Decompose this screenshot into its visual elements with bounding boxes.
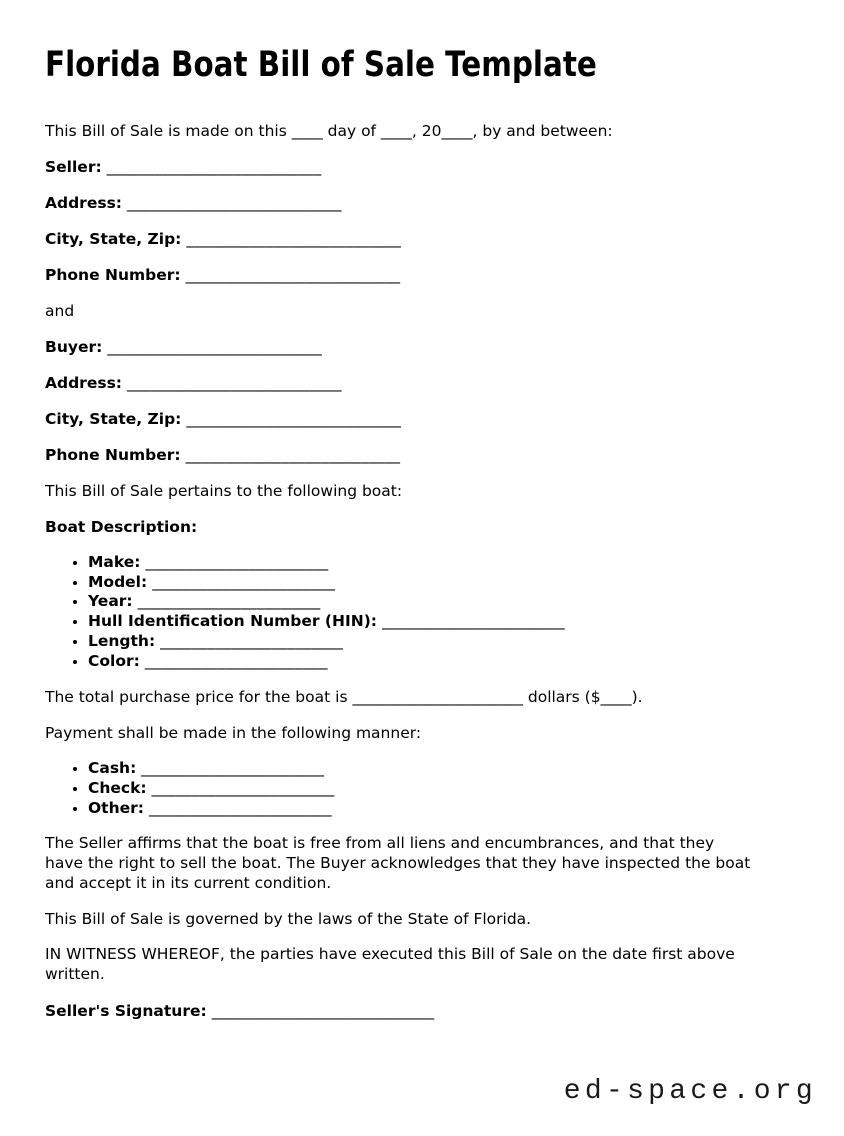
city-state-zip-label: City, State, Zip: [45,230,182,248]
seller-name-blank: ___________________________ [106,158,322,176]
cash-blank: _______________________ [141,759,325,778]
phone-number-label: Phone Number: [45,266,181,284]
buyer-phone-blank: ___________________________ [185,446,401,464]
address-label: Address: [45,374,122,392]
make-blank: _______________________ [145,553,329,571]
seller-address-blank: ___________________________ [127,194,342,212]
hin-blank: _______________________ [381,612,565,631]
hin-label: Hull Identification Number (HIN): [88,612,377,631]
length-label: Length: [88,631,156,650]
page-title: Florida Boat Bill of Sale Template [45,45,597,85]
and-conjunction: and [45,302,75,320]
signature-blank: ____________________________ [211,1001,435,1020]
boat-make-item [88,553,799,573]
witness-paragraph [45,945,799,984]
seller-phone-field [45,265,799,285]
boat-hin-item [88,612,799,632]
year-blank: _______________________ [137,592,321,611]
model-label: Model: [88,572,148,591]
payment-other-item [88,799,799,819]
city-state-zip-label: City, State, Zip: [45,410,182,428]
seller-city-state-zip-field [45,229,799,249]
color-blank: _______________________ [144,651,328,670]
paragraph-line: IN WITNESS WHEREOF, the parties have executed this Bill of Sale on the date first above [45,945,735,964]
seller-phone-blank: ___________________________ [185,266,401,284]
watermark-text: ed-space.org [563,1076,817,1107]
sellers-signature-label: Seller's Signature: [45,1001,207,1020]
sellers-signature-field [45,1001,799,1021]
paragraph-line: have the right to sell the boat. The Buyer acknowledges that they have inspected the boat [45,854,751,873]
address-label: Address: [45,194,122,212]
payment-cash-item [88,759,799,779]
buyer-name-blank: ___________________________ [107,338,322,356]
other-blank: _______________________ [148,798,332,817]
boat-description-label: Boat Description: [45,518,198,536]
payment-methods-list [45,759,799,818]
boat-description-heading [45,517,799,537]
seller-city-blank: ___________________________ [186,230,402,248]
buyer-label: Buyer: [45,338,103,356]
payment-manner-text: Payment shall be made in the following manner: [45,724,422,743]
color-label: Color: [88,651,140,670]
seller-label: Seller: [45,158,102,176]
paragraph-line: and accept it in its current condition. [45,873,332,892]
boat-description-list [45,553,799,671]
year-label: Year: [88,592,133,611]
boat-year-item [88,592,799,612]
length-blank: _______________________ [160,631,344,650]
seller-name-field [45,157,799,177]
make-label: Make: [88,553,141,571]
boat-model-item [88,573,799,593]
check-blank: _______________________ [151,778,335,797]
check-label: Check: [88,778,147,797]
model-blank: _______________________ [152,572,336,591]
pertains-text: This Bill of Sale pertains to the following boat: [45,482,403,500]
purchase-price-text: The total purchase price for the boat is ______________________ dollars ($____). [45,688,643,707]
affirmation-paragraph [45,834,799,893]
buyer-address-blank: ___________________________ [127,374,342,392]
boat-color-item [88,652,799,672]
document-page [0,44,844,1021]
buyer-city-blank: ___________________________ [186,410,402,428]
paragraph-line: written. [45,965,105,984]
intro-text: This Bill of Sale is made on this ____ day of ____, 20____, by and between: [45,122,613,140]
buyer-city-state-zip-field [45,409,799,429]
payment-check-item [88,779,799,799]
cash-label: Cash: [88,759,137,778]
phone-number-label: Phone Number: [45,446,181,464]
boat-length-item [88,632,799,652]
governing-law-text: This Bill of Sale is governed by the laws of the State of Florida. [45,910,532,929]
buyer-phone-field [45,445,799,465]
buyer-name-field [45,337,799,357]
other-label: Other: [88,798,144,817]
buyer-address-field [45,373,799,393]
seller-address-field [45,193,799,213]
paragraph-line: The Seller affirms that the boat is free from all liens and encumbrances, and that they [45,834,715,853]
